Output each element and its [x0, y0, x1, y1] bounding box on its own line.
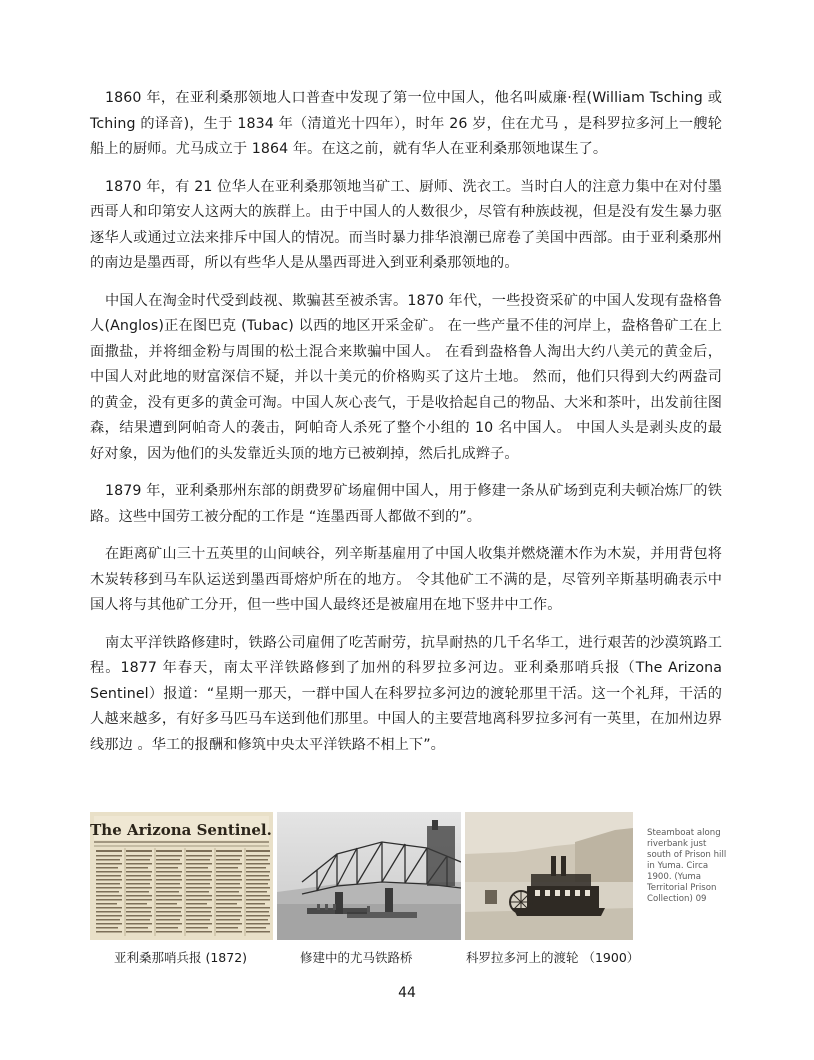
bridge-photo — [277, 812, 461, 940]
paragraph-5: 在距离矿山三十五英里的山间峡谷，列辛斯基雇用了中国人收集并燃烧灌木作为木炭，并用背包将木炭转移到马车队运送到墨西哥熔炉所在的地方。 令其他矿工不满的是，尽管列辛斯基明确表示中国人将与其他矿工分开，但一些中国人最终还是被雇用在地下竖井中工作。 — [90, 546, 722, 613]
figure-row — [90, 812, 727, 940]
paragraph-3: 中国人在淘金时代受到歧视、欺骗甚至被杀害。1870 年代，一些投资采矿的中国人发现有盎格鲁人(Anglos)正在图巴克 (Tubac) 以西的地区开采金矿。 在一些产量不佳的河岸上，盎格鲁矿工在上面撒盐，并将细金粉与周围的松土混合来欺骗中国人。 在看到盎格鲁人淘出大约八美元的黄金后，中国人对此地的财富深信不疑，并以十美元的价格购买了这片土地。 然而，他们只得到大约两盎司的黄金，没有更多的黄金可淘。中国人灰心丧气，于是收拾起自己的物品、大米和茶叶，出发前往图森，结果遭到阿帕奇人的袭击，阿帕奇人杀死了整个小组的 10 名中国人。 中国人头是剥头皮的最好对象，因为他们的头发靠近头顶的地方已被剃掉，然后扎成辫子。 — [90, 292, 722, 462]
page-number: 44 — [398, 985, 416, 1001]
caption-newspaper: 亚利桑那哨兵报 (1872) — [114, 950, 248, 965]
caption-ferry: 科罗拉多河上的渡轮 （1900） — [466, 950, 640, 965]
paragraph-4: 1879 年，亚利桑那州东部的朗费罗矿场雇佣中国人，用于修建一条从矿场到克利夫顿冶炼厂的铁路。这些中国劳工被分配的工作是 “连墨西哥人都做不到的”。 — [90, 483, 722, 525]
caption-bridge: 修建中的尤马铁路桥 — [300, 950, 413, 965]
paragraph-2: 1870 年，有 21 位华人在亚利桑那领地当矿工、厨师、洗衣工。当时白人的注意力集中在对付墨西哥人和印第安人这两大的族群上。由于中国人的人数很少，尽管有种族歧视，但是没有发生暴力驱逐华人或通过立法来排斥中国人的情况。而当时暴力排华浪潮已席卷了美国中西部。由于亚利桑那州的南边是墨西哥，所以有些华人是从墨西哥进入到亚利桑那领地的。 — [90, 178, 722, 271]
newspaper-photo — [90, 812, 273, 940]
figure-captions — [90, 948, 722, 968]
body-text — [90, 86, 722, 770]
paragraph-1: 1860 年，在亚利桑那领地人口普查中发现了第一位中国人，他名叫威廉·程(William Tsching 或 Tching 的译音)，生于 1834 年（清道光十四年），时年 26 岁，住在尤马 ，是科罗拉多河上一艘轮船上的厨师。尤马成立于 1864 年。在这之前，就有华人在亚利桑那领地谋生了。 — [90, 90, 722, 157]
paragraph-6: 南太平洋铁路修建时，铁路公司雇佣了吃苦耐劳，抗旱耐热的几千名华工，进行艰苦的沙漠筑路工程。1877 年春天，南太平洋铁路修到了加州的科罗拉多河边。亚利桑那哨兵报（The Arizona Sentinel）报道：“星期一那天，一群中国人在科罗拉多河边的渡轮那里干活。这一个礼拜，干活的人越来越多，有好多马匹马车送到他们那里。中国人的主要营地离科罗拉多河有一英里，在加州边界线那边 。华工的报酬和修筑中央太平洋铁路不相上下”。 — [90, 634, 722, 753]
steamboat-side-note: Steamboat along riverbank just south of Prison hill in Yuma. Circa 1900. (Yuma Territorial Prison Collection) 09 — [647, 828, 727, 904]
steamboat-photo — [465, 812, 633, 940]
newspaper-masthead: The Arizona Sentinel. — [90, 821, 272, 839]
